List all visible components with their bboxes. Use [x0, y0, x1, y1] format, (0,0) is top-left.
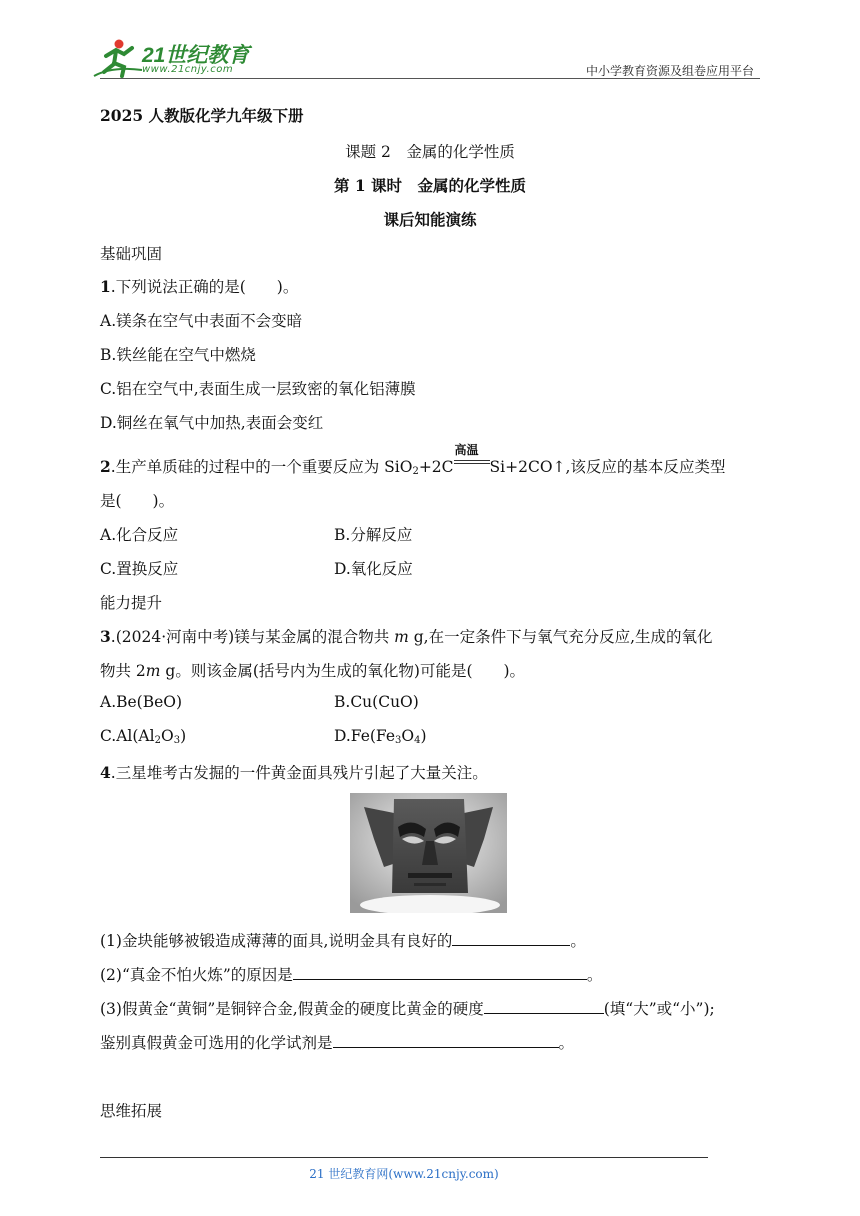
q2-stem: [100, 443, 726, 477]
q2-text: Si+2CO↑,该反应的基本反应类型: [489, 458, 726, 476]
q4-part2-text: (2)“真金不怕火炼”的原因是: [100, 966, 293, 984]
answer-blank[interactable]: [333, 1033, 559, 1048]
q1-stem: [100, 275, 298, 297]
q3-text: g。则该金属(括号内为生成的氧化物)可能是( )。: [160, 662, 526, 680]
q2-text: .生产单质硅的过程中的一个重要反应为 SiO: [110, 458, 413, 476]
q3-text: 物共 2: [100, 662, 146, 680]
q4-part3b-end: 。: [558, 1034, 575, 1052]
q4-part2: [100, 963, 602, 985]
q4-part1: [100, 929, 586, 951]
q3-option-d: $D.Fe(Fe_3O_4)$: [334, 727, 427, 746]
section-ability: 能力提升: [100, 594, 163, 612]
reaction-condition: [454, 443, 490, 472]
q3-options-row2: [100, 727, 427, 746]
q4-part1-text: (1)金块能够被锻造成薄薄的面具,说明金具有良好的: [100, 932, 453, 950]
q3-stem-line2: [100, 659, 525, 681]
q1-option-a: A.镁条在空气中表面不会变暗: [100, 312, 303, 330]
q4-number: 4: [100, 763, 111, 782]
answer-blank[interactable]: [452, 931, 570, 946]
q3-stem: [100, 625, 713, 647]
q3-option-a: A.Be(BeO): [100, 693, 183, 711]
q3-option-c: $C.Al(Al_2O_3)$: [100, 727, 187, 746]
q2-stem-line2: 是( )。: [100, 492, 175, 510]
q1-option-b: B.铁丝能在空气中燃烧: [100, 346, 256, 364]
q1-option-c: C.铝在空气中,表面生成一层致密的氧化铝薄膜: [100, 380, 416, 398]
q3-text: .(2024·河南中考)镁与某金属的混合物共: [110, 628, 395, 646]
practice-title: 课后知能演练: [383, 210, 477, 229]
logo-text: 21世纪教育: [142, 44, 250, 67]
q1-text: .下列说法正确的是( )。: [110, 278, 299, 296]
footer-link[interactable]: 21 世纪教育网(www.21cnjy.com): [309, 1167, 499, 1181]
q4-part2-end: 。: [586, 966, 603, 984]
equal-line: [454, 460, 490, 461]
q4-part3b-text: 鉴别真假黄金可选用的化学试剂是: [100, 1034, 333, 1052]
q4-part1-end: 。: [570, 932, 586, 950]
q2-text: +2C: [418, 458, 454, 476]
book-title: 2025 人教版化学九年级下册: [100, 106, 304, 125]
footer-divider: [100, 1157, 708, 1158]
q2-number: 2: [100, 457, 111, 476]
q3-number: 3: [100, 627, 111, 646]
q2-options-row2: [100, 557, 413, 579]
gold-mask-photo: [350, 793, 507, 913]
q3-text: g,在一定条件下与氧气充分反应,生成的氧化: [408, 628, 713, 646]
lesson-title: 第 1 课时 金属的化学性质: [333, 176, 527, 195]
q2-options-row1: [100, 523, 413, 545]
q4-part3-line2: [100, 1031, 574, 1053]
q2-option-b: B.分解反应: [334, 526, 413, 544]
q3-variable: m: [145, 662, 161, 680]
platform-label: 中小学教育资源及组卷应用平台: [585, 64, 754, 78]
section-extension: 思维拓展: [100, 1102, 163, 1120]
q2-option-d: D.氧化反应: [334, 560, 413, 578]
condition-label: 高温: [454, 443, 479, 457]
q4-part3: [100, 997, 715, 1019]
q2-option-c: C.置换反应: [100, 560, 179, 578]
runner-icon: [94, 40, 142, 77]
q2-option-a: A.化合反应: [100, 526, 179, 544]
q3-options-row1: [100, 693, 419, 711]
q4-text: .三星堆考古发掘的一件黄金面具残片引起了大量关注。: [110, 764, 488, 782]
q4-stem: [100, 761, 488, 783]
equal-line: [454, 463, 490, 464]
logo-url: www.21cnjy.com: [142, 64, 234, 75]
answer-blank[interactable]: [293, 965, 587, 980]
q3-variable: m: [394, 628, 409, 646]
section-basic: 基础巩固: [100, 245, 163, 263]
header-divider: [100, 78, 760, 79]
answer-blank[interactable]: [484, 999, 604, 1014]
q1-number: 1: [100, 277, 111, 296]
q4-part3-end: (填“大”或“小”);: [603, 1000, 715, 1018]
q1-option-d: D.铜丝在氧气中加热,表面会变红: [100, 414, 324, 432]
q2-subscript: 2: [412, 466, 419, 477]
topic-title: 课题 2 金属的化学性质: [345, 143, 515, 161]
q4-part3-text: (3)假黄金“黄铜”是铜锌合金,假黄金的硬度比黄金的硬度: [100, 1000, 484, 1018]
q3-option-b: B.Cu(CuO): [334, 693, 419, 711]
